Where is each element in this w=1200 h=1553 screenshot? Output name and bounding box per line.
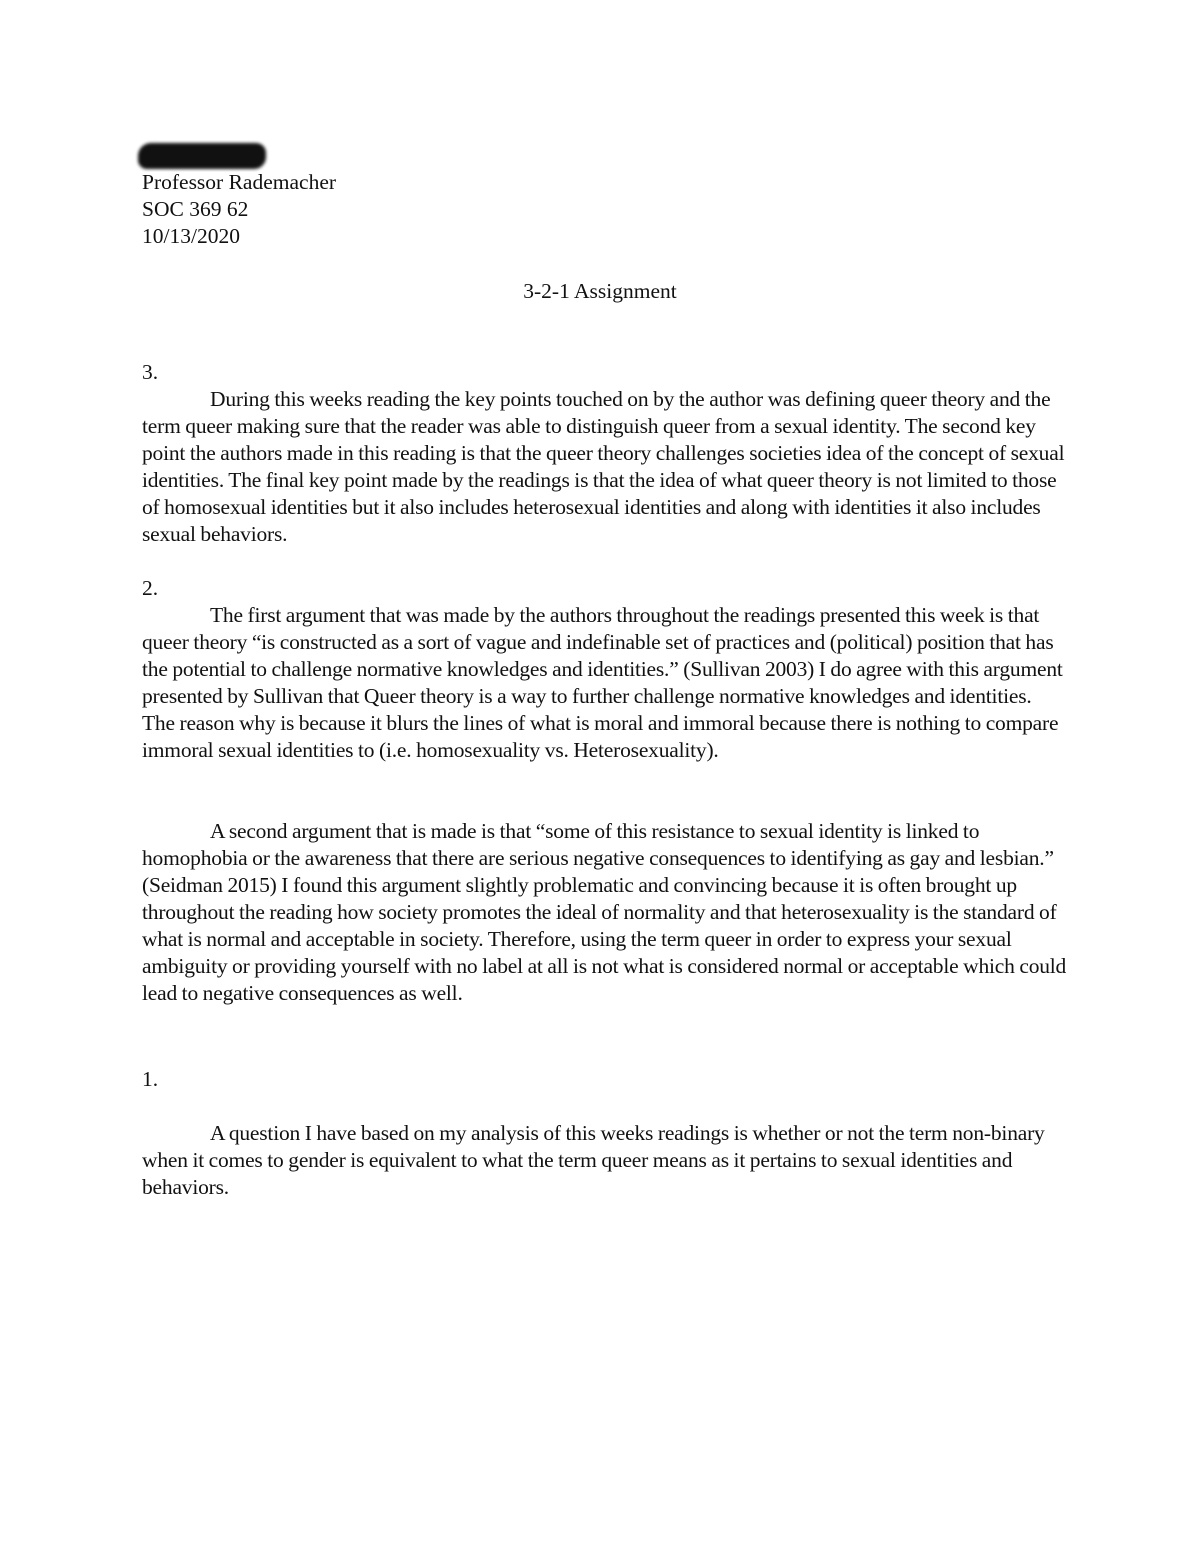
section-paragraph: During this weeks reading the key points touched on by the author was defining queer theory and the term queer making sure that the reader was able to distinguish queer from a sexual identity. The second key point the authors made in this reading is that the queer theory challenges societies idea of the concept of sexual identities. The final key point made by the readings is that the idea of what queer theory is not limited to those of homosexual identities but it also includes heterosexual identities and along with identities it also includes sexual behaviors. — [142, 387, 1065, 546]
assignment-date: 10/13/2020 — [142, 224, 240, 248]
document-header — [142, 169, 742, 250]
section-two-second-argument — [142, 818, 1067, 1007]
blank-line — [142, 1093, 1067, 1120]
professor-name: Professor Rademacher — [142, 170, 337, 194]
section-paragraph: A second argument that is made is that “some of this resistance to sexual identity is linked to homophobia or the awareness that there are serious negative consequences to identifying as gay and lesbian.” (Seidman 2015) I found this argument slightly problematic and convincing because it is often brought up throughout the reading how society promotes the ideal of normality and that heterosexuality is the standard of what is normal and acceptable in society. Therefore, using the term queer in order to express your sexual ambiguity or providing yourself with no label at all is not what is considered normal or acceptable which could lead to negative consequences as well. — [142, 819, 1067, 1005]
section-three — [142, 359, 1067, 548]
section-paragraph: The first argument that was made by the authors throughout the readings presented this week is that queer theory “is constructed as a sort of vague and indefinable set of practices and (political) position that has the potential to challenge normative knowledges and identities.” (Sullivan 2003) I do agree with this argument presented by Sullivan that Queer theory is a way to further challenge normative knowledges and identities. The reason why is because it blurs the lines of what is moral and immoral because there is nothing to compare immoral sexual identities to (i.e. homosexuality vs. Heterosexuality). — [142, 603, 1063, 762]
assignment-title: 3-2-1 Assignment — [523, 279, 677, 303]
section-one — [142, 1066, 1067, 1201]
section-number: 2. — [142, 576, 159, 600]
section-paragraph: A question I have based on my analysis of this weeks readings is whether or not the term non-binary when it comes to gender is equivalent to what the term queer means as it pertains to sexual identities and behaviors. — [142, 1121, 1045, 1199]
section-number: 3. — [142, 360, 159, 384]
section-two — [142, 575, 1067, 764]
section-number: 1. — [142, 1067, 159, 1091]
redacted-name-mark — [138, 143, 266, 169]
course-code: SOC 369 62 — [142, 197, 249, 221]
